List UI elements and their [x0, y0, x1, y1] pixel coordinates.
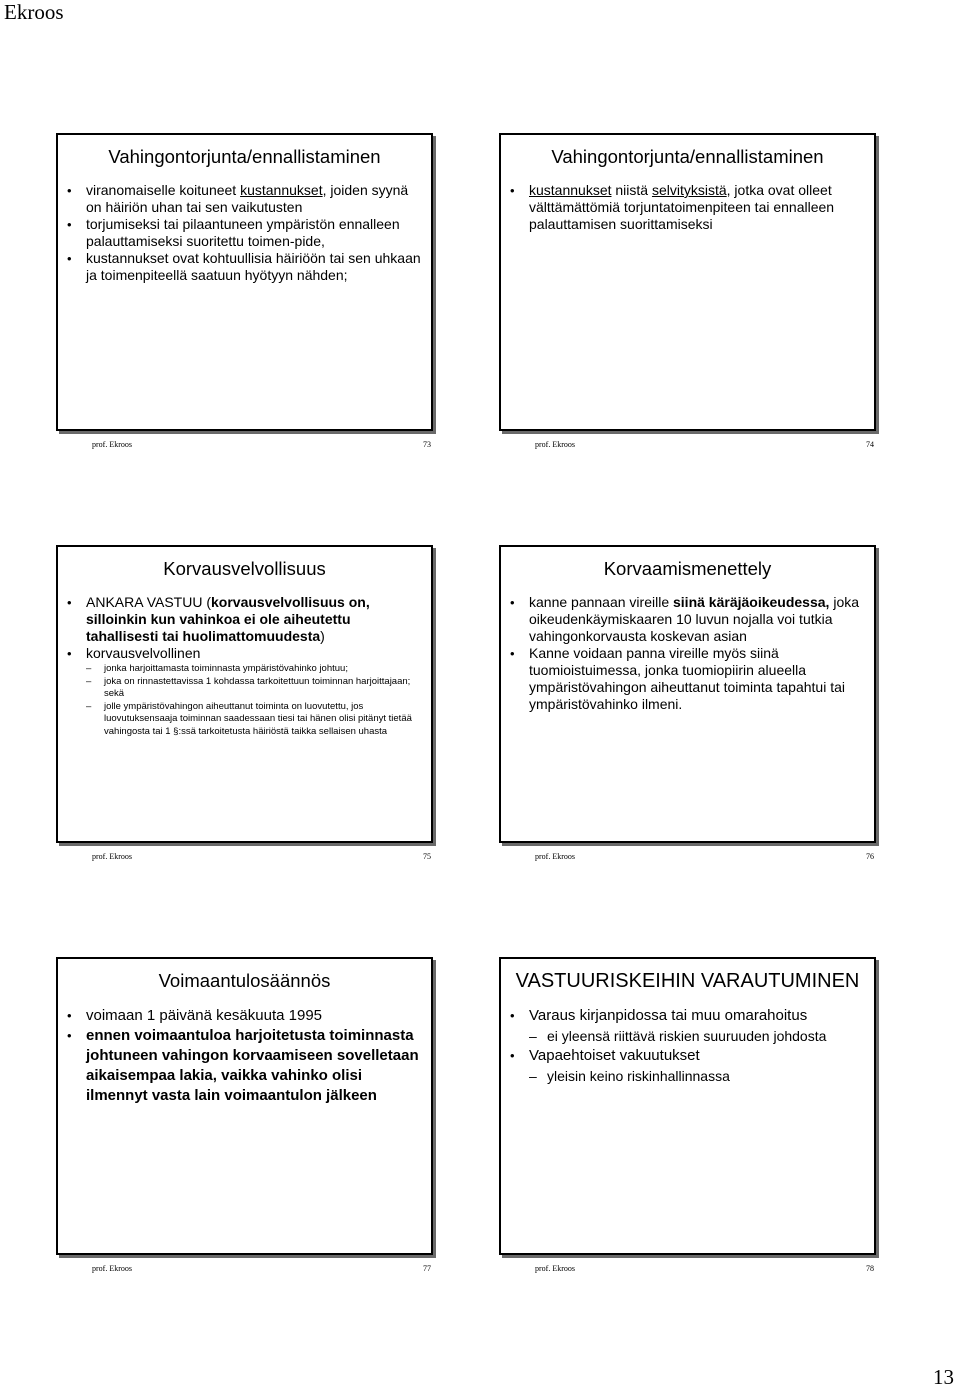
bullet-item — [86, 216, 421, 250]
sub-bullet-item: – joka on rinnastettavissa 1 kohdassa tarkoitettuun toiminnan harjoittajaan; sekä — [104, 676, 421, 701]
bullet-text: Varaus kirjanpidossa tai muu omarahoitus — [529, 1007, 808, 1024]
slide — [56, 545, 433, 861]
slide-footer — [501, 1264, 874, 1276]
slide-footer-number: 75 — [423, 852, 431, 861]
bullet-text: kustannukset ovat kohtuullisia häiriöön tai sen uhkaan ja toimenpiteellä saatuun hyötyyn nähden; — [86, 250, 421, 283]
bullet-text: Kanne voidaan panna vireille myös siinä tuomioistuimessa, jonka tuomiopiirin alueella ympäristövahingon aiheuttanut toiminta tapahtui tai ympäristövahinko ilmeni. — [529, 645, 845, 712]
slide-footer-author: prof. Ekroos — [535, 852, 575, 861]
sub-bullet-list — [529, 1067, 864, 1086]
bullet-list — [58, 594, 431, 738]
slide-footer — [501, 440, 874, 452]
sub-bullet-item: – yleisin keino riskinhallinnassa — [547, 1067, 864, 1086]
bullet-text: viranomaiselle koituneet — [86, 182, 241, 198]
bullet-item — [86, 182, 421, 216]
bullet-item — [86, 1026, 421, 1106]
slide-footer-number: 74 — [866, 440, 874, 449]
bullet-text: , joiden syynä on häiriön uhan tai sen vaikutusten — [86, 182, 409, 215]
bullet-text: , jotka ovat olleet välttämättömiä torjuntatoimenpiteen tai ennalleen palauttamisen suorittamiseksi — [529, 182, 835, 232]
slide-title: Korvaamismenettely — [603, 558, 772, 579]
bullet-list — [501, 182, 874, 233]
bullet-item — [86, 250, 421, 284]
sub-bullet-item: – jonka harjoittamasta toiminnasta ympäristövahinko johtuu; — [104, 663, 421, 676]
page-header: Ekroos — [4, 0, 64, 24]
bullet-text: korvausvelvollisuus on, silloinkin kun vahinkoa ei ole aiheutettu tahallisesti tai huolimattomuudesta — [86, 594, 370, 644]
bullet-text: joka oikeudenkäymiskaaren 10 luvun nojalla voi tutkia vahingonkorvausta koskevan asian — [529, 594, 860, 644]
slide-title: VASTUURISKEIHIN VARAUTUMINEN — [515, 970, 860, 992]
bullet-text: niistä — [611, 182, 652, 198]
slide-footer-number: 77 — [423, 1264, 431, 1273]
bullet-list — [58, 182, 431, 284]
sub-bullet-item: – jolle ympäristövahingon aiheuttanut toiminta on luovutettu, jos luovutuksensaaja toiminnan saadessaan tiesi tai hänen olisi pitänyt tietää vahingosta tai 1 §:ssä tarkoitetusta häiriöstä taikka sellaisen uhasta — [104, 701, 421, 739]
bullet-item — [529, 594, 864, 645]
bullet-text: korvausvelvollinen — [86, 645, 201, 661]
bullet-text: ) — [320, 628, 325, 644]
bullet-text: ANKARA VASTUU ( — [86, 594, 211, 610]
bullet-item — [86, 594, 421, 645]
slide-footer-number: 73 — [423, 440, 431, 449]
slide-footer-author: prof. Ekroos — [92, 440, 132, 449]
bullet-item — [529, 182, 864, 233]
slide-footer-author: prof. Ekroos — [92, 1264, 132, 1273]
bullet-text: ennen voimaantuloa harjoitetusta toiminnasta johtuneen vahingon korvaamiseen sovelletaan aikaisempaa lakia, vaikka vahinko olisi ilmennyt vasta lain voimaantulon jälkeen — [86, 1027, 419, 1104]
bullet-list — [58, 1006, 431, 1106]
bullet-text: voimaan 1 päivänä kesäkuuta 1995 — [86, 1007, 323, 1024]
slide — [56, 133, 433, 449]
slide-footer-author: prof. Ekroos — [535, 1264, 575, 1273]
bullet-text: kustannukset — [529, 182, 612, 198]
bullet-list — [501, 594, 874, 713]
slide-title: Voimaantulosäännös — [158, 970, 331, 991]
bullet-text: Vapaehtoiset vakuutukset — [529, 1047, 700, 1064]
bullet-item — [529, 1046, 864, 1086]
bullet-item — [529, 645, 864, 713]
slide — [499, 545, 876, 861]
slide-footer — [58, 1264, 431, 1276]
slide-title: Korvausvelvollisuus — [163, 558, 326, 579]
page-number: 13 — [933, 1365, 954, 1389]
bullet-text: siinä käräjäoikeudessa, — [673, 594, 830, 610]
bullet-list — [501, 1006, 874, 1086]
bullet-item — [529, 1006, 864, 1046]
sub-bullet-list — [86, 663, 421, 738]
slide — [499, 133, 876, 449]
bullet-item — [86, 645, 421, 738]
slide-footer-author: prof. Ekroos — [535, 440, 575, 449]
slide-footer — [501, 852, 874, 864]
bullet-text: kanne pannaan vireille — [529, 594, 673, 610]
bullet-item — [86, 1006, 421, 1026]
bullet-text: torjumiseksi tai pilaantuneen ympäristön ennalleen palauttamiseksi suoritettu toimen-pide, — [86, 216, 400, 249]
slide-footer — [58, 440, 431, 452]
slide-footer-number: 76 — [866, 852, 874, 861]
slide — [56, 957, 433, 1273]
slide-footer-number: 78 — [866, 1264, 874, 1273]
slide-title: Vahingontorjunta/ennallistaminen — [551, 146, 824, 167]
bullet-text: selvityksistä — [651, 182, 727, 198]
slide-footer — [58, 852, 431, 864]
slide — [499, 957, 876, 1273]
bullet-text: kustannukset — [240, 182, 323, 198]
slide-footer-author: prof. Ekroos — [92, 852, 132, 861]
sub-bullet-item: – ei yleensä riittävä riskien suuruuden johdosta — [547, 1027, 864, 1046]
sub-bullet-list — [529, 1027, 864, 1046]
slide-title: Vahingontorjunta/ennallistaminen — [108, 146, 381, 167]
